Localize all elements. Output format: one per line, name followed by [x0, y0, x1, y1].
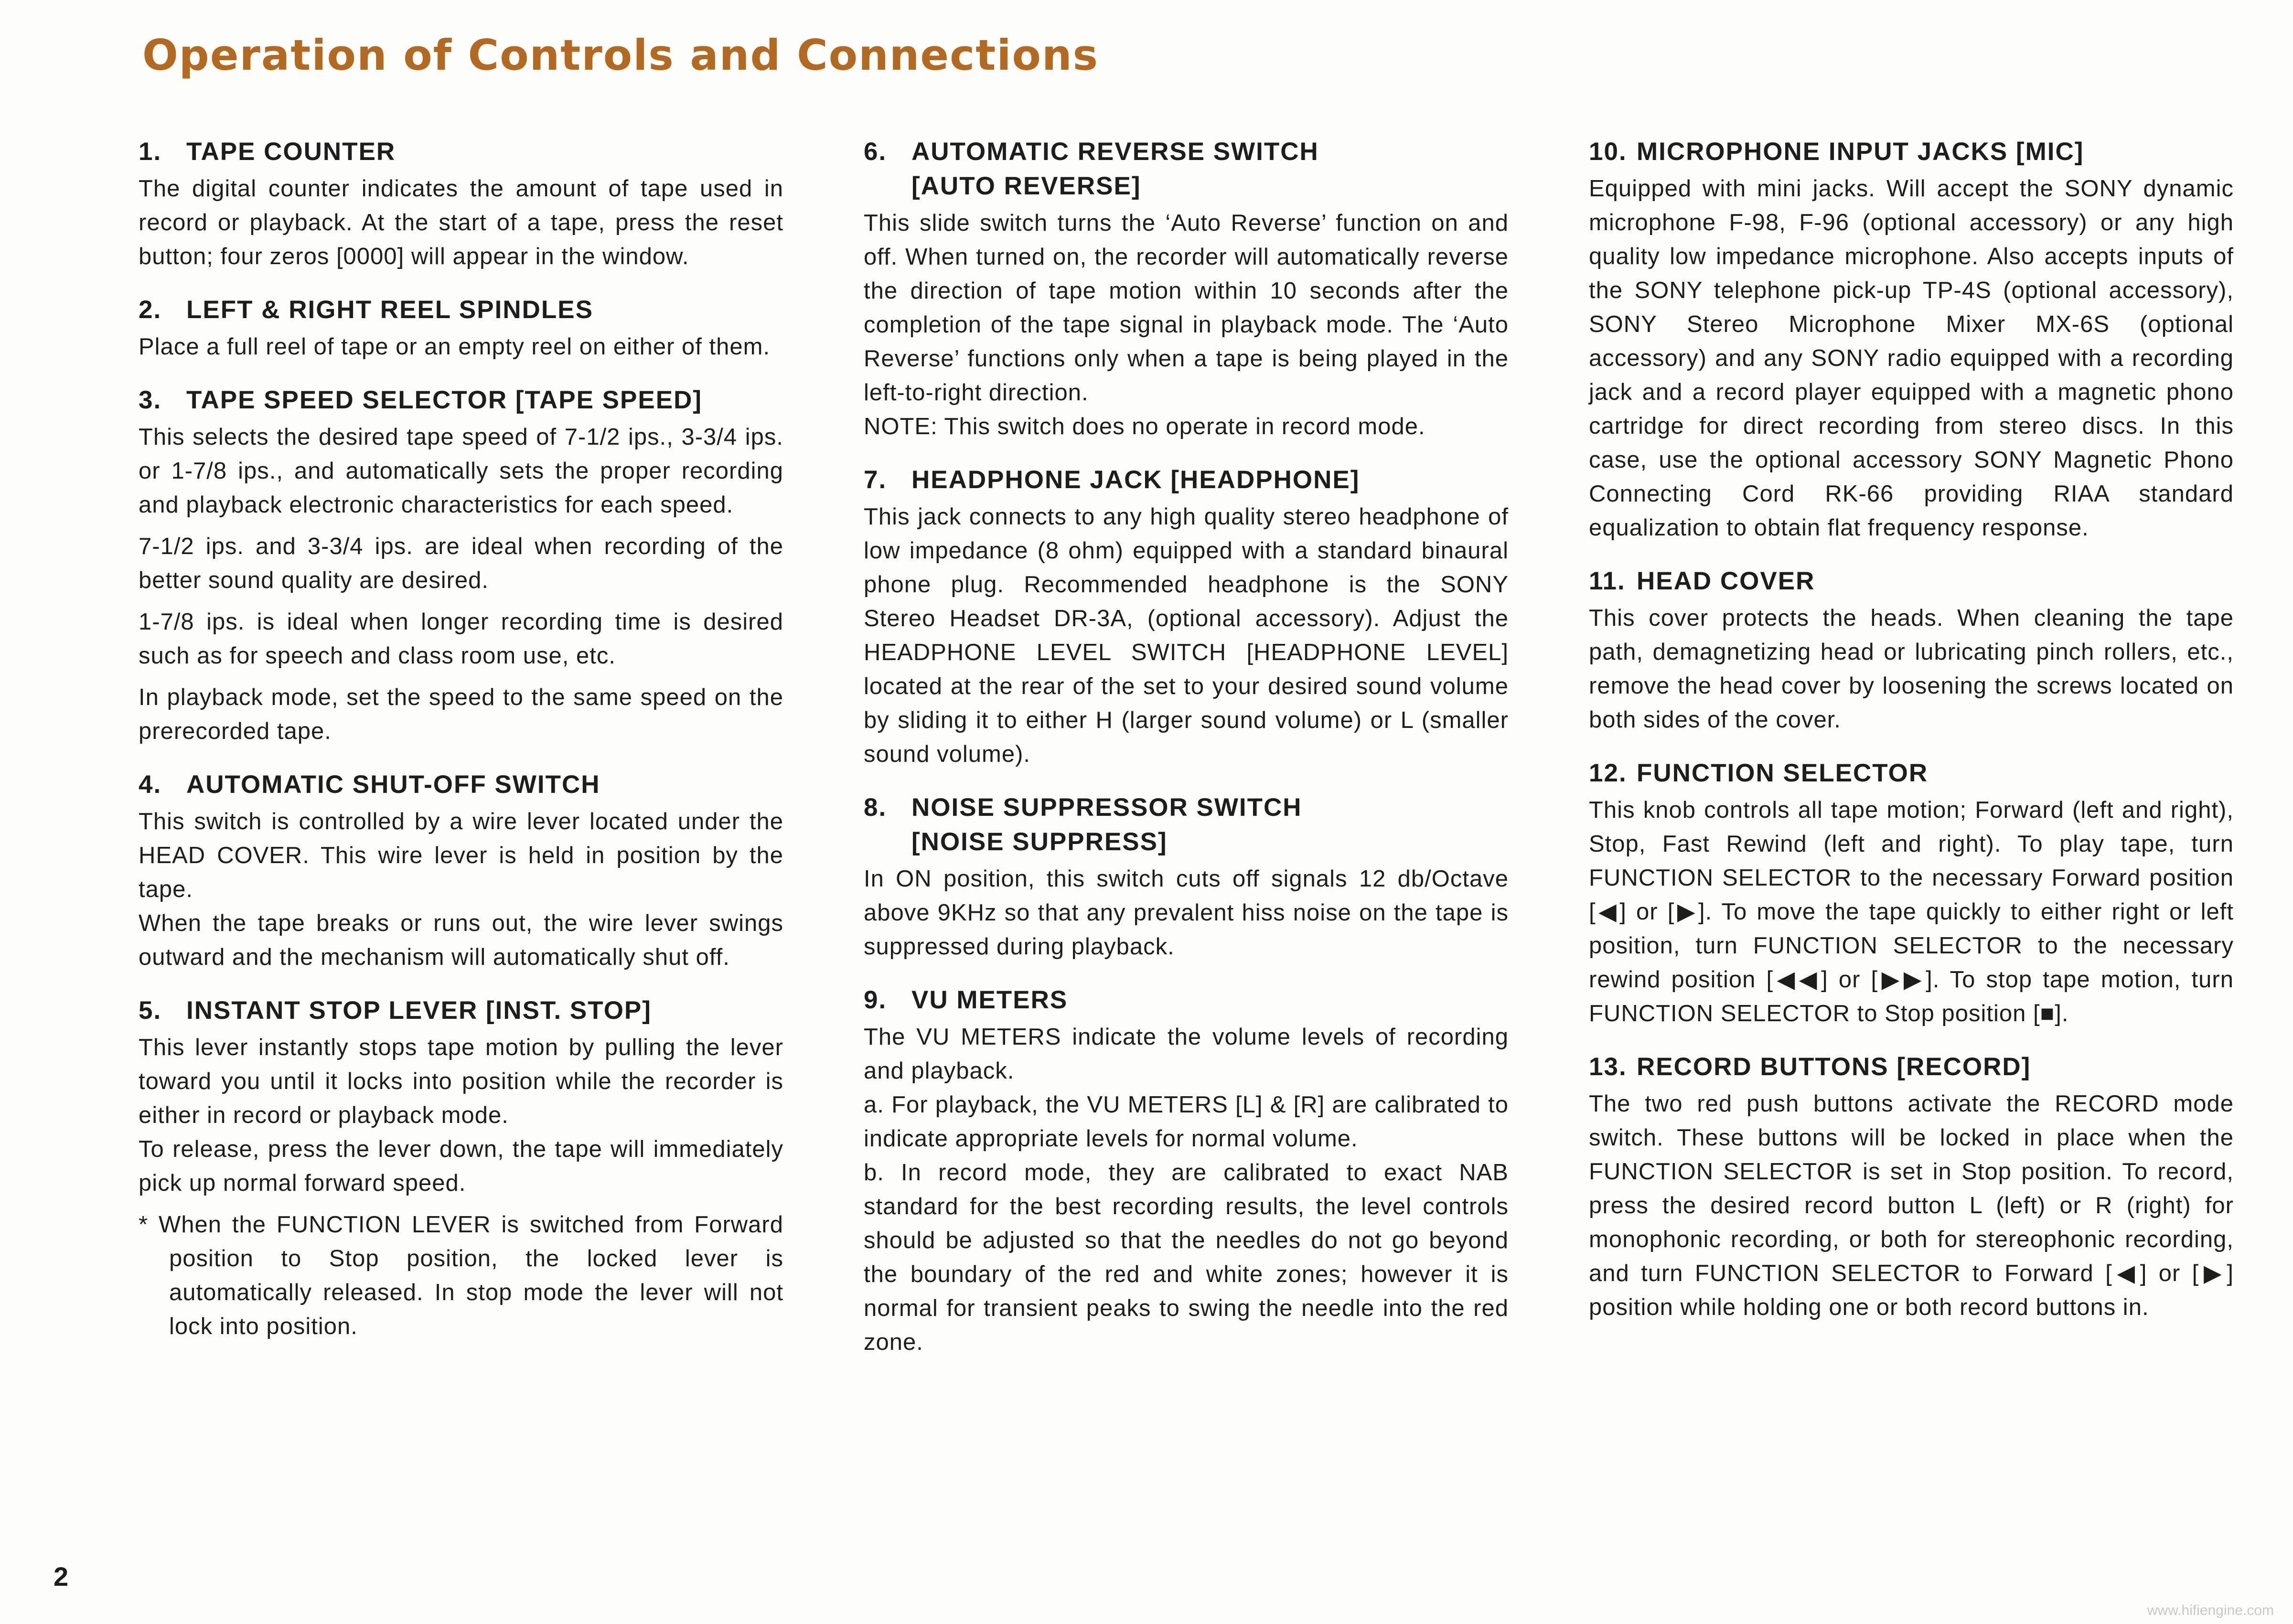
section-text: This knob controls all tape motion; Forward (left and right), Stop, Fast Rewind (left and right). To play tape, turn FUNCTION SELECTOR to the necessary Forward position [◀] or [▶]. To move the tape quickly to either right or left position, turn FUNCTION SELECTOR to the necessary rewind position [◀◀] or [▶▶]. To stop tape motion, turn FUNCTION SELECTOR to Stop position [■].: [1589, 797, 2234, 1026]
section-text: Place a full reel of tape or an empty reel on either of them.: [139, 334, 771, 360]
section-text: 7-1/2 ips. and 3-3/4 ips. are ideal when recording of the better sound quality are desired.: [139, 534, 783, 593]
section-text: This cover protects the heads. When cleaning the tape path, demagnetizing head or lubricating pinch rollers, etc., remove the head cover by loosening the screws located on both sides of the cover.: [1589, 605, 2234, 733]
section-instant-stop: [139, 994, 783, 1344]
section-function-selector: [1589, 756, 2234, 1031]
page-title: Operation of Controls and Connections: [142, 31, 1099, 80]
section-vu-meters: [864, 983, 1509, 1359]
section-auto-reverse: [864, 135, 1509, 444]
section-noise-suppressor: [864, 791, 1509, 964]
section-headphone-jack: [864, 463, 1509, 771]
section-heading: 3. TAPE SPEED SELECTOR [TAPE SPEED]: [139, 386, 703, 414]
section-text: This selects the desired tape speed of 7-1/2 ips., 3-3/4 ips. or 1-7/8 ips., and automatically sets the proper recording and playback electronic characteristics for each speed.: [139, 424, 783, 518]
column-left: [139, 135, 783, 1363]
section-text: This lever instantly stops tape motion by pulling the lever toward you until it locks into position while the recorder is either in record or playback mode.: [139, 1035, 783, 1128]
section-tape-counter: [139, 135, 783, 274]
section-text: This switch is controlled by a wire lever located under the HEAD COVER. This wire lever is held in position by the tape.: [139, 809, 783, 902]
section-text: The digital counter indicates the amount of tape used in record or playback. At the start of a tape, press the reset button; four zeros [0000] will appear in the window.: [139, 176, 783, 269]
section-reel-spindles: [139, 293, 783, 364]
watermark: www.hifiengine.com: [2147, 1603, 2274, 1618]
section-text: 1-7/8 ips. is ideal when longer recording time is desired such as for speech and class room use, etc.: [139, 609, 783, 669]
section-text: This jack connects to any high quality stereo headphone of low impedance (8 ohm) equipped with a standard binaural phone plug. Recommended headphone is the SONY Stereo Headset DR-3A, (optional accessory). Adjust the HEADPHONE LEVEL SWITCH [HEADPHONE LEVEL] located at the rear of the set to your desired sound volume by sliding it to either H (larger sound volume) or L (smaller sound volume).: [864, 504, 1509, 767]
section-text: In ON position, this switch cuts off signals 12 db/Octave above 9KHz so that any prevalent hiss noise on the tape is suppressed during playback.: [864, 866, 1509, 960]
section-text: In playback mode, set the speed to the same speed on the prerecorded tape.: [139, 684, 783, 744]
section-text: To release, press the lever down, the tape will immediately pick up normal forward speed.: [139, 1136, 783, 1196]
section-text: The VU METERS indicate the volume levels of recording and playback.: [864, 1024, 1509, 1084]
section-heading: 6. AUTOMATIC REVERSE SWITCH [AUTO REVERSE]: [864, 138, 1319, 200]
section-heading: 10. MICROPHONE INPUT JACKS [MIC]: [1589, 138, 2084, 166]
section-heading: 4. AUTOMATIC SHUT-OFF SWITCH: [139, 770, 600, 799]
section-heading: 11. HEAD COVER: [1589, 567, 1815, 595]
section-text: Equipped with mini jacks. Will accept the SONY dynamic microphone F-98, F-96 (optional accessory) or any high quality low impedance microphone. Also accepts inputs of the SONY telephone pick-up TP-4S (optional accessory), SONY Stereo Microphone Mixer MX-6S (optional accessory) and any SONY radio equipped with a recording jack and a record player equipped with a magnetic phono cartridge for direct recording from stereo discs. In this case, use the optional accessory SONY Magnetic Phono Connecting Cord RK-66 providing RIAA standard equalization to obtain flat frequency response.: [1589, 176, 2234, 541]
section-microphone-jacks: [1589, 135, 2234, 545]
section-heading: 1. TAPE COUNTER: [139, 138, 396, 166]
section-text: This slide switch turns the ‘Auto Reverse’ function on and off. When turned on, the recorder will automatically reverse the direction of tape motion within 10 seconds after the completion of the tape signal in playback mode. The ‘Auto Reverse’ functions only when a tape is being played in the left-to-right direction.: [864, 210, 1509, 406]
section-heading: 12. FUNCTION SELECTOR: [1589, 759, 1929, 787]
section-text: a. For playback, the VU METERS [L] & [R] are calibrated to indicate appropriate levels for normal volume.: [864, 1092, 1509, 1152]
section-heading: 5. INSTANT STOP LEVER [INST. STOP]: [139, 996, 652, 1025]
section-text: When the tape breaks or runs out, the wire lever swings outward and the mechanism will automatically shut off.: [139, 910, 783, 970]
section-tape-speed-selector: [139, 383, 783, 748]
section-text: The two red push buttons activate the RECORD mode switch. These buttons will be locked in place when the FUNCTION SELECTOR is set in Stop position. To record, press the desired record button L (left) or R (right) for monophonic recording, or both for stereophonic recording, and turn FUNCTION SELECTOR to Forward [◀] or [▶] position while holding one or both record buttons in.: [1589, 1091, 2234, 1320]
section-heading: 2. LEFT & RIGHT REEL SPINDLES: [139, 296, 593, 324]
section-head-cover: [1589, 564, 2234, 737]
section-heading: 7. HEADPHONE JACK [HEADPHONE]: [864, 466, 1360, 494]
section-text: b. In record mode, they are calibrated to exact NAB standard for the best recording results, the level controls should be adjusted so that the needles do not go beyond the boundary of the red and white zones; however it is normal for transient peaks to swing the needle into the red zone.: [864, 1160, 1509, 1355]
column-right: [1589, 135, 2234, 1344]
section-heading: 9. VU METERS: [864, 986, 1068, 1014]
section-heading: 8. NOISE SUPPRESSOR SWITCH [NOISE SUPPRESS]: [864, 793, 1302, 856]
page-number: 2: [54, 1561, 69, 1592]
section-auto-shutoff: [139, 768, 783, 974]
column-middle: [864, 135, 1509, 1378]
section-record-buttons: [1589, 1050, 2234, 1325]
section-note: NOTE: This switch does no operate in record mode.: [864, 414, 1425, 439]
section-note: * When the FUNCTION LEVER is switched from Forward position to Stop position, the locked lever is automatically released. In stop mode the lever will not lock into position.: [139, 1212, 783, 1339]
section-heading: 13. RECORD BUTTONS [RECORD]: [1589, 1053, 2031, 1081]
